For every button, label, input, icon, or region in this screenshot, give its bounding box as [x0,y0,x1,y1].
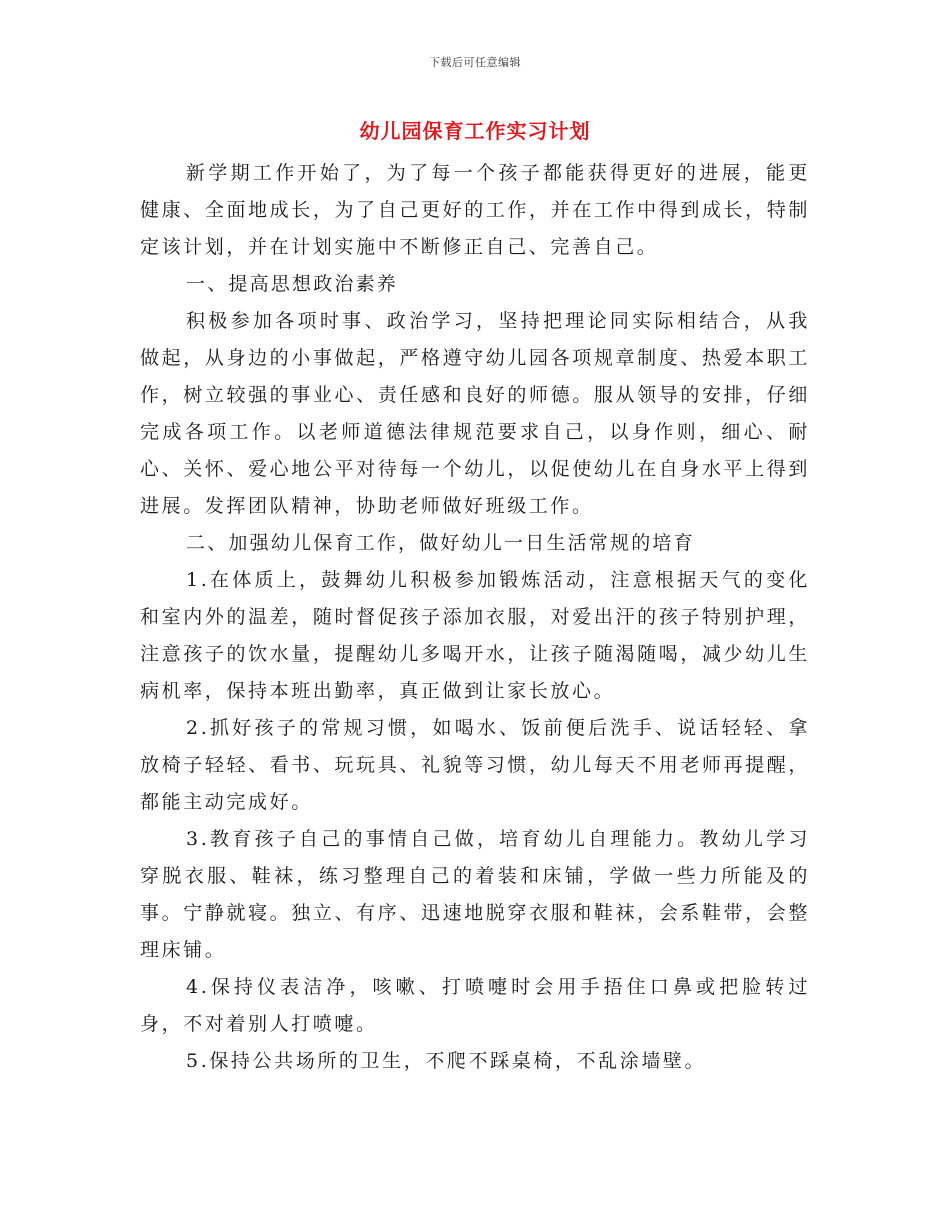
intro-paragraph: 新学期工作开始了，为了每一个孩子都能获得更好的进展，能更健康、全面地成长，为了自己更好的工作，并在工作中得到成长，特制定该计划，并在计划实施中不断修正自己、完善自己。 [140,162,810,258]
section-heading-2: 二、加强幼儿保育工作，做好幼儿一日生活常规的培育 [186,532,695,554]
document-title: 幼儿园保育工作实习计划 [359,119,591,143]
section-heading-1: 一、提高思想政治素养 [186,273,399,295]
header-note: 下载后可任意编辑 [429,56,521,69]
list-item-1: 1.在体质上，鼓舞幼儿积极参加锻炼活动，注意根据天气的变化和室内外的温差，随时督促孩子添加衣服，对爱出汗的孩子特别护理，注意孩子的饮水量，提醒幼儿多喝开水，让孩子随渴随喝，减少幼儿生病机率，保持本班出勤率，真正做到让家长放心。 [140,569,810,702]
list-item-3: 3.教育孩子自己的事情自己做，培育幼儿自理能力。教幼儿学习穿脱衣服、鞋袜，练习整理自己的着装和床铺，学做一些力所能及的事。宁静就寝。独立、有序、迅速地脱穿衣服和鞋袜，会系鞋带，会整理床铺。 [140,828,810,961]
list-item-4: 4.保持仪表洁净，咳嗽、打喷嚏时会用手捂住口鼻或把脸转过身，不对着别人打喷嚏。 [140,976,810,1035]
document-body [140,155,810,1080]
section-paragraph: 积极参加各项时事、政治学习，坚持把理论同实际相结合，从我做起，从身边的小事做起，严格遵守幼儿园各项规章制度、热爱本职工作，树立较强的事业心、责任感和良好的师德。服从领导的安排，仔细完成各项工作。以老师道德法律规范要求自己，以身作则，细心、耐心、关怀、爱心地公平对待每一个幼儿，以促使幼儿在自身水平上得到进展。发挥团队精神，协助老师做好班级工作。 [140,310,810,517]
list-item-2: 2.抓好孩子的常规习惯，如喝水、饭前便后洗手、说话轻轻、拿放椅子轻轻、看书、玩玩具、礼貌等习惯，幼儿每天不用老师再提醒，都能主动完成好。 [140,717,810,813]
list-item-5: 5.保持公共场所的卫生，不爬不踩桌椅，不乱涂墙壁。 [186,1050,707,1072]
